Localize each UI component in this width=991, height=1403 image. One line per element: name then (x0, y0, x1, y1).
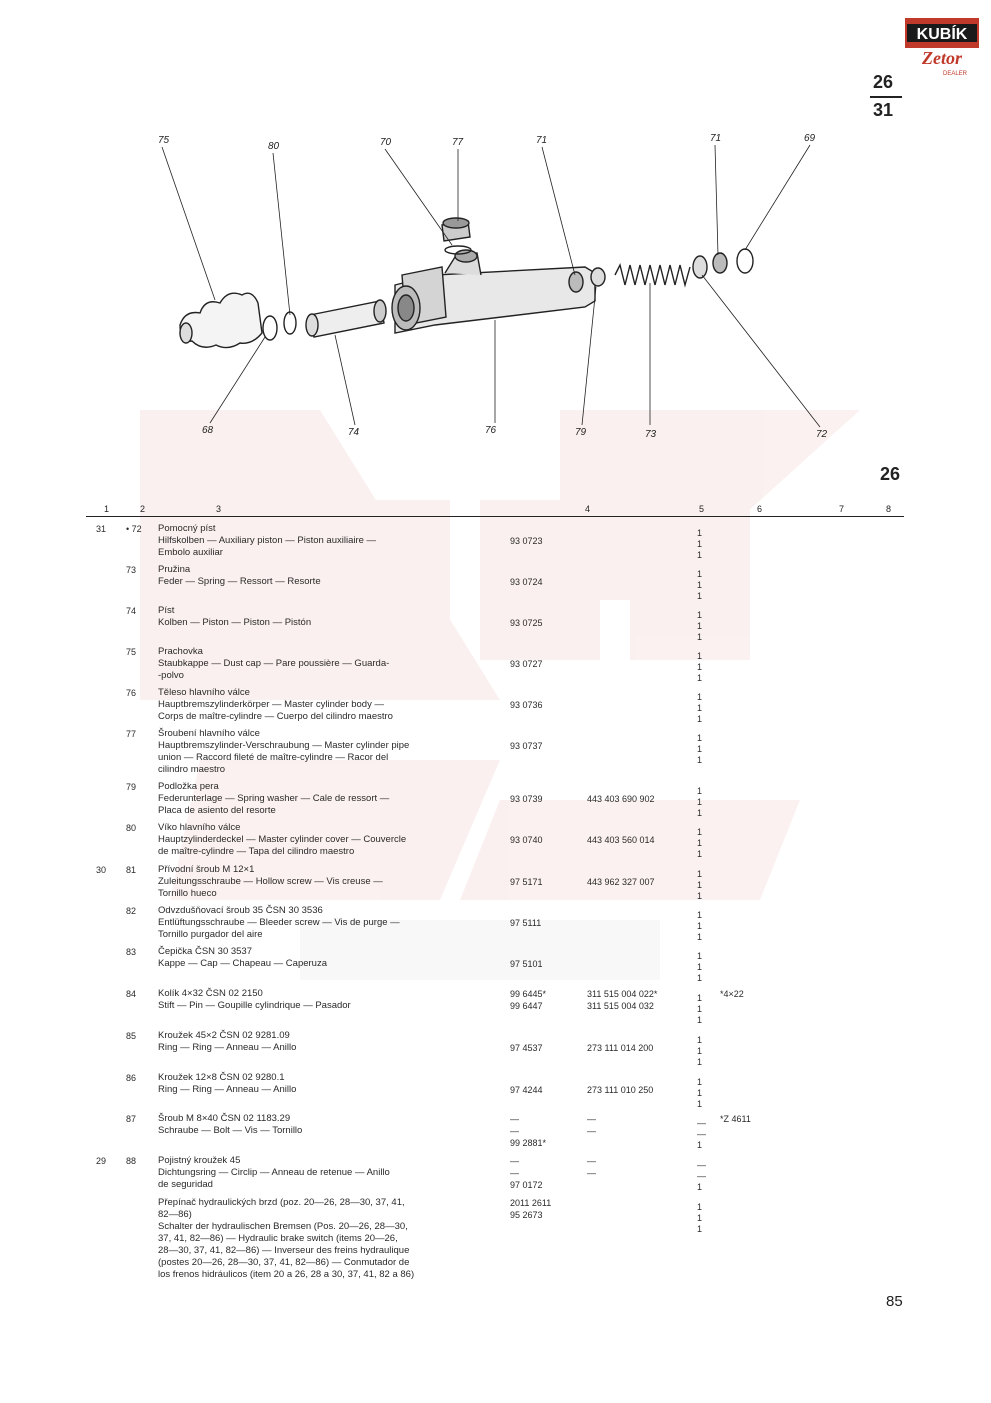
quantity: 1 (697, 932, 703, 942)
description-line: Přívodní šroub M 12×1 (158, 864, 255, 875)
column-header: 5 (699, 504, 705, 514)
callout-label: 77 (452, 137, 464, 148)
description-line: (postes 20—26, 28—30, 37, 41, 82—86) — Conmutador de (158, 1257, 410, 1268)
part-number: 99 6445* (510, 989, 547, 999)
quantity: 1 (697, 550, 703, 560)
description-line: union — Raccord fileté de maître-cylindre — Racor del (158, 752, 389, 763)
quantity: 1 (697, 797, 703, 807)
quantity: 1 (697, 610, 703, 620)
description-line: Feder — Spring — Ressort — Resorte (158, 576, 321, 587)
page-ref-divider (870, 96, 902, 98)
quantity: 1 (697, 1099, 703, 1109)
description-line: Placa de asiento del resorte (158, 805, 276, 816)
description-line: 82—86) (158, 1209, 192, 1220)
alt-part-number: 443 403 690 902 (587, 794, 655, 804)
quantity: 1 (697, 786, 703, 796)
quantity: 1 (697, 733, 703, 743)
quantity: 1 (697, 621, 703, 631)
column-header: 1 (104, 504, 110, 514)
position-number: 84 (126, 989, 137, 999)
part-number: — (510, 1126, 519, 1136)
quantity: 1 (697, 744, 703, 754)
quantity: 1 (697, 849, 703, 859)
quantity: 1 (697, 539, 703, 549)
description-line: Stift — Pin — Goupille cylindrique — Pasador (158, 1000, 351, 1011)
note: *4×22 (720, 989, 744, 999)
part-number: 93 0724 (510, 577, 543, 587)
position-number: 81 (126, 865, 137, 875)
quantity: — (697, 1171, 706, 1181)
svg-text:KUBÍK: KUBÍK (916, 26, 968, 43)
part-number: — (510, 1168, 519, 1178)
position-number: 80 (126, 823, 137, 833)
callout-label: 75 (158, 135, 170, 146)
description-line: Šroub M 8×40 ČSN 02 1183.29 (158, 1113, 291, 1124)
page-number: 85 (886, 1293, 903, 1310)
part-number: 93 0740 (510, 835, 543, 845)
description-line: Kroužek 45×2 ČSN 02 9281.09 (158, 1030, 290, 1041)
quantity: — (697, 1160, 706, 1170)
alt-part-number: 311 515 004 022* (587, 989, 658, 999)
description-line: Dichtungsring — Circlip — Anneau de retenue — Anillo (158, 1167, 390, 1178)
callout-label: 71 (710, 133, 722, 144)
position-number: 76 (126, 688, 137, 698)
quantity: 1 (697, 880, 703, 890)
quantity: 1 (697, 714, 703, 724)
quantity: 1 (697, 1035, 703, 1045)
part-number: 93 0739 (510, 794, 543, 804)
part-number: 97 5101 (510, 959, 543, 969)
quantity: 1 (697, 692, 703, 702)
description-line: los frenos hidráulicos (item 20 a 26, 28 a 30, 37, 41, 82 a 86) (158, 1269, 415, 1280)
svg-text:Zetor: Zetor (922, 48, 962, 68)
quantity: 1 (697, 569, 703, 579)
callout-label: 74 (348, 427, 360, 438)
position-number: 85 (126, 1031, 137, 1041)
position-number: 75 (126, 647, 137, 657)
quantity: 1 (697, 1202, 703, 1212)
callout-label: 71 (536, 135, 548, 146)
alt-part-number: 273 111 014 200 (587, 1043, 654, 1053)
description-line: Odvzdušňovací šroub 35 ČSN 30 3536 (158, 905, 323, 916)
description-line: Ring — Ring — Anneau — Anillo (158, 1042, 297, 1053)
position-number: 88 (126, 1156, 137, 1166)
column-header: 8 (886, 504, 892, 514)
position-number: 87 (126, 1114, 137, 1124)
description-line: Kolben — Piston — Piston — Pistón (158, 617, 312, 628)
description-line: Hauptbremszylinderkörper — Master cylinder body — (158, 699, 384, 710)
part-number: 97 4244 (510, 1085, 543, 1095)
description-line: Schalter der hydraulischen Bremsen (Pos. 20—26, 28—30, (158, 1221, 408, 1232)
quantity: 1 (697, 1077, 703, 1087)
alt-part-number: 443 962 327 007 (587, 877, 655, 887)
part-number: — (510, 1156, 519, 1166)
quantity: 1 (697, 993, 703, 1003)
part-number: 97 0172 (510, 1180, 543, 1190)
part-number: 2011 2611 (510, 1198, 552, 1208)
quantity: 1 (697, 910, 703, 920)
quantity: 1 (697, 528, 703, 538)
note: *Z 4611 (720, 1114, 751, 1124)
alt-part-number: — (587, 1114, 596, 1124)
alt-part-number: — (587, 1168, 596, 1178)
description-line: Schraube — Bolt — Vis — Tornillo (158, 1125, 303, 1136)
description-line: Přepínač hydraulických brzd (poz. 20—26, 28—30, 37, 41, (158, 1197, 405, 1208)
part-number: 97 4537 (510, 1043, 543, 1053)
description-line: Čepička ČSN 30 3537 (158, 946, 252, 957)
quantity: 1 (697, 1015, 703, 1025)
column-header: 6 (757, 504, 763, 514)
description-line: Federunterlage — Spring washer — Cale de ressort — (158, 793, 390, 804)
quantity: — (697, 1118, 706, 1128)
ref-group: 29 (96, 1156, 107, 1166)
description-line: Těleso hlavního válce (158, 687, 250, 698)
part-number: 93 0737 (510, 741, 543, 751)
part-number: 97 5171 (510, 877, 543, 887)
page-ref-bottom: 31 (873, 100, 894, 120)
quantity: 1 (697, 869, 703, 879)
description-line: Embolo auxiliar (158, 547, 223, 558)
quantity: 1 (697, 951, 703, 961)
part-number: 93 0727 (510, 659, 543, 669)
description-line: Tornillo purgador del aire (158, 929, 263, 940)
description-line: Hauptbremszylinder-Verschraubung — Master cylinder pipe (158, 740, 410, 751)
quantity: 1 (697, 808, 703, 818)
ref-group: 30 (96, 865, 107, 875)
column-header: 4 (585, 504, 591, 514)
header-rule (86, 516, 904, 517)
callout-label: 73 (645, 429, 657, 440)
quantity: 1 (697, 1057, 703, 1067)
callout-label: 76 (485, 425, 497, 436)
quantity: 1 (697, 1213, 703, 1223)
position-number: 77 (126, 729, 137, 739)
description-line: Hilfskolben — Auxiliary piston — Piston auxiliaire — (158, 535, 377, 546)
quantity: — (697, 1129, 706, 1139)
alt-part-number: — (587, 1156, 596, 1166)
exploded-view-diagram (140, 125, 840, 460)
description-line: Pomocný píst (158, 523, 216, 534)
description-line: Kroužek 12×8 ČSN 02 9280.1 (158, 1072, 285, 1083)
quantity: 1 (697, 755, 703, 765)
position-number: 74 (126, 606, 137, 616)
description-line: Hauptzylinderdeckel — Master cylinder cover — Couvercle (158, 834, 407, 845)
quantity: 1 (697, 1182, 703, 1192)
section-number: 26 (880, 464, 901, 484)
quantity: 1 (697, 580, 703, 590)
description-line: Pojistný kroužek 45 (158, 1155, 241, 1166)
part-number: 99 2881* (510, 1138, 547, 1148)
column-header: 2 (140, 504, 146, 514)
quantity: 1 (697, 1224, 703, 1234)
quantity: 1 (697, 827, 703, 837)
part-number: — (510, 1114, 519, 1124)
description-line: Entlüftungsschraube — Bleeder screw — Vis de purge — (158, 917, 400, 928)
callout-label: 70 (380, 137, 392, 148)
position-number: • 72 (126, 524, 142, 534)
description-line: 28—30, 37, 41, 82—86) — Inverseur des freins hydraulique (158, 1245, 410, 1256)
description-line: 37, 41, 82—86) — Hydraulic brake switch (items 20—26, (158, 1233, 398, 1244)
description-line: Zuleitungsschraube — Hollow screw — Vis creuse — (158, 876, 383, 887)
alt-part-number: 273 111 010 250 (587, 1085, 654, 1095)
quantity: 1 (697, 1140, 703, 1150)
quantity: 1 (697, 1088, 703, 1098)
callout-label: 79 (575, 427, 587, 438)
part-number: 95 2673 (510, 1210, 543, 1220)
description-line: -polvo (158, 670, 184, 681)
part-number: 97 5111 (510, 918, 542, 928)
quantity: 1 (697, 973, 703, 983)
description-line: cilindro maestro (158, 764, 226, 775)
ref-group: 31 (96, 524, 107, 534)
position-number: 79 (126, 782, 137, 792)
description-line: de seguridad (158, 1179, 213, 1190)
quantity: 1 (697, 921, 703, 931)
callout-label: 72 (816, 429, 828, 440)
callout-label: 80 (268, 141, 280, 152)
quantity: 1 (697, 662, 703, 672)
part-number: 93 0723 (510, 536, 543, 546)
description-line: Píst (158, 605, 175, 616)
description-line: Ring — Ring — Anneau — Anillo (158, 1084, 297, 1095)
callout-label: 68 (202, 425, 214, 436)
description-line: Staubkappe — Dust cap — Pare poussière — Guarda- (158, 658, 390, 669)
description-line: Podložka pera (158, 781, 219, 792)
alt-part-number: — (587, 1126, 596, 1136)
description-line: Kolík 4×32 ČSN 02 2150 (158, 988, 263, 999)
quantity: 1 (697, 703, 703, 713)
column-header: 7 (839, 504, 845, 514)
description-line: Kappe — Cap — Chapeau — Caperuza (158, 958, 327, 969)
quantity: 1 (697, 673, 703, 683)
quantity: 1 (697, 632, 703, 642)
part-number: 93 0736 (510, 700, 543, 710)
description-line: Šroubení hlavního válce (158, 728, 260, 739)
position-number: 73 (126, 565, 137, 575)
page-ref-top: 26 (873, 72, 894, 92)
svg-text:DEALER: DEALER (942, 71, 968, 77)
alt-part-number: 443 403 560 014 (587, 835, 655, 845)
description-line: Corps de maître-cylindre — Cuerpo del cilindro maestro (158, 711, 393, 722)
position-number: 83 (126, 947, 137, 957)
quantity: 1 (697, 1046, 703, 1056)
description-line: Víko hlavního válce (158, 822, 241, 833)
quantity: 1 (697, 891, 703, 901)
alt-part-number: 311 515 004 032 (587, 1001, 654, 1011)
part-number: 93 0725 (510, 618, 543, 628)
description-line: de maître-cylindre — Tapa del cilindro maestro (158, 846, 355, 857)
position-number: 82 (126, 906, 137, 916)
callout-label: 69 (804, 133, 816, 144)
kubik-zetor-logo (905, 18, 979, 78)
part-number: 99 6447 (510, 1001, 543, 1011)
quantity: 1 (697, 962, 703, 972)
column-header: 3 (216, 504, 222, 514)
description-line: Pružina (158, 564, 191, 575)
quantity: 1 (697, 1004, 703, 1014)
quantity: 1 (697, 838, 703, 848)
description-line: Tornillo hueco (158, 888, 217, 899)
quantity: 1 (697, 651, 703, 661)
description-line: Prachovka (158, 646, 203, 657)
quantity: 1 (697, 591, 703, 601)
position-number: 86 (126, 1073, 137, 1083)
